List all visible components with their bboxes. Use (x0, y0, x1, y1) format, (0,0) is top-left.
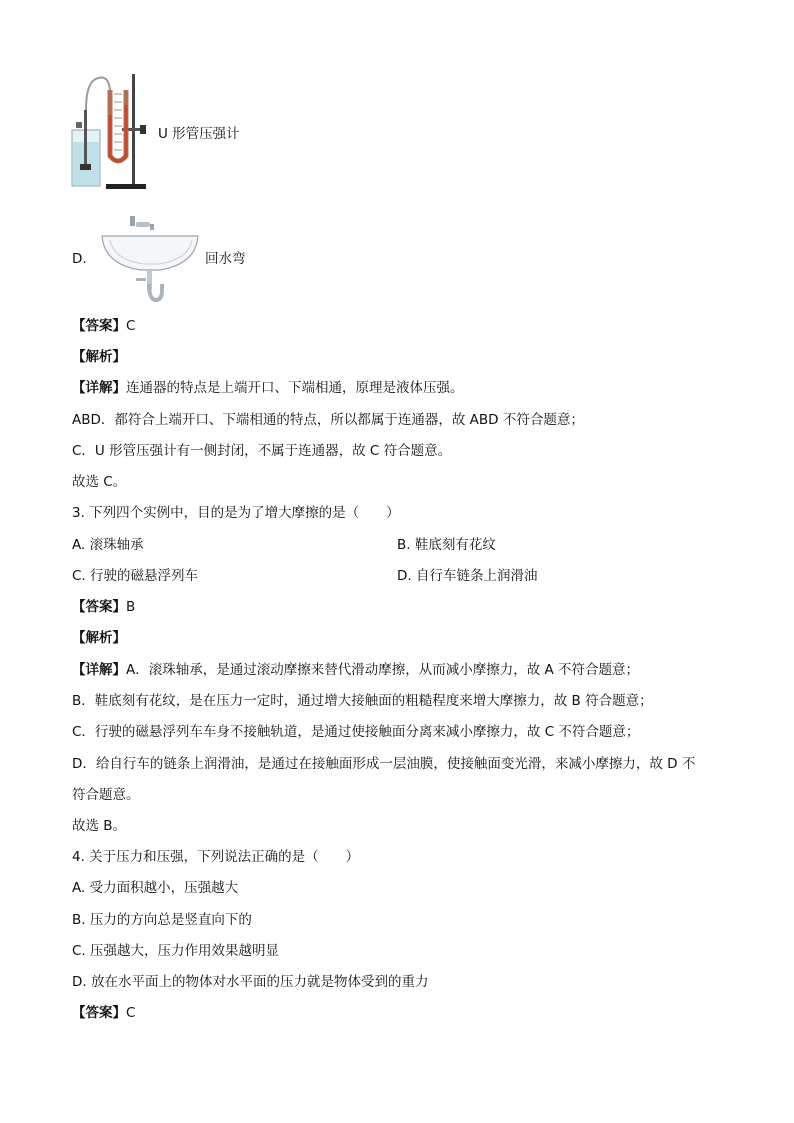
q2-conclusion: 故选 C。 (72, 474, 127, 490)
q2-analysis-heading (72, 348, 126, 366)
q3-detail-c: C．行驶的磁悬浮列车车身不接触轨道，是通过使接触面分离来减小摩擦力，故 C 不符合题意； (72, 724, 640, 740)
answer-value: C (126, 318, 136, 334)
q3-conclusion: 故选 B。 (72, 818, 127, 834)
detail-a-text: A．滚珠轴承，是通过滚动摩擦来替代滑动摩擦，从而减小摩擦力，故 A 不符合题意； (126, 662, 640, 678)
q2-detail (72, 379, 464, 397)
q3-detail-a (72, 661, 639, 679)
analysis-tag: 【解析】 (72, 349, 126, 365)
q3-option-b: B. 鞋底刻有花纹 (397, 537, 496, 553)
sink-trap-figure (100, 214, 200, 306)
answer-tag: 【答案】 (72, 318, 126, 334)
q4-option-a: A. 受力面积越小，压强越大 (72, 880, 239, 896)
q3-option-a: A. 滚珠轴承 (72, 537, 144, 553)
q4-stem: 4. 关于压力和压强，下列说法正确的是（ ） (72, 849, 360, 865)
q3-option-d: D. 自行车链条上润滑油 (397, 568, 538, 584)
q3-detail-d2: 符合题意。 (72, 787, 140, 803)
u-tube-manometer-label: U 形管压强计 (158, 126, 240, 142)
answer-value: B (126, 599, 136, 615)
q2-answer (72, 317, 135, 335)
q3-detail-d1: D．给自行车的链条上润滑油，是通过在接触面形成一层油膜，使接触面变光滑，来减小摩擦力，故 D 不 (72, 756, 696, 772)
q3-analysis-heading (72, 629, 126, 647)
q4-option-b: B. 压力的方向总是竖直向下的 (72, 912, 252, 928)
q2-line-abd: ABD．都符合上端开口、下端相通的特点，所以都属于连通器，故 ABD 不符合题意； (72, 412, 584, 428)
q3-answer (72, 598, 135, 616)
answer-tag: 【答案】 (72, 1005, 126, 1021)
q2-line-c: C．U 形管压强计有一侧封闭，不属于连通器，故 C 符合题意。 (72, 443, 452, 459)
q4-option-c: C. 压强越大，压力作用效果越明显 (72, 943, 280, 959)
answer-value: C (126, 1005, 136, 1021)
q3-stem: 3. 下列四个实例中，目的是为了增大摩擦的是（ ） (72, 505, 400, 521)
q3-option-c: C. 行驶的磁悬浮列车 (72, 568, 199, 584)
detail-tag: 【详解】 (72, 662, 126, 678)
answer-tag: 【答案】 (72, 599, 126, 615)
q3-detail-b: B．鞋底刻有花纹，是在压力一定时，通过增大接触面的粗糙程度来增大摩擦力，故 B 符合题意； (72, 693, 653, 709)
u-tube-manometer-figure (70, 70, 160, 194)
q4-answer (72, 1004, 135, 1022)
option-d-letter: D. (72, 251, 87, 267)
detail-tag: 【详解】 (72, 380, 126, 396)
analysis-tag: 【解析】 (72, 630, 126, 646)
q4-option-d: D. 放在水平面上的物体对水平面的压力就是物体受到的重力 (72, 974, 429, 990)
sink-trap-label: 回水弯 (205, 251, 246, 267)
detail-text: 连通器的特点是上端开口、下端相通，原理是液体压强。 (126, 380, 464, 396)
